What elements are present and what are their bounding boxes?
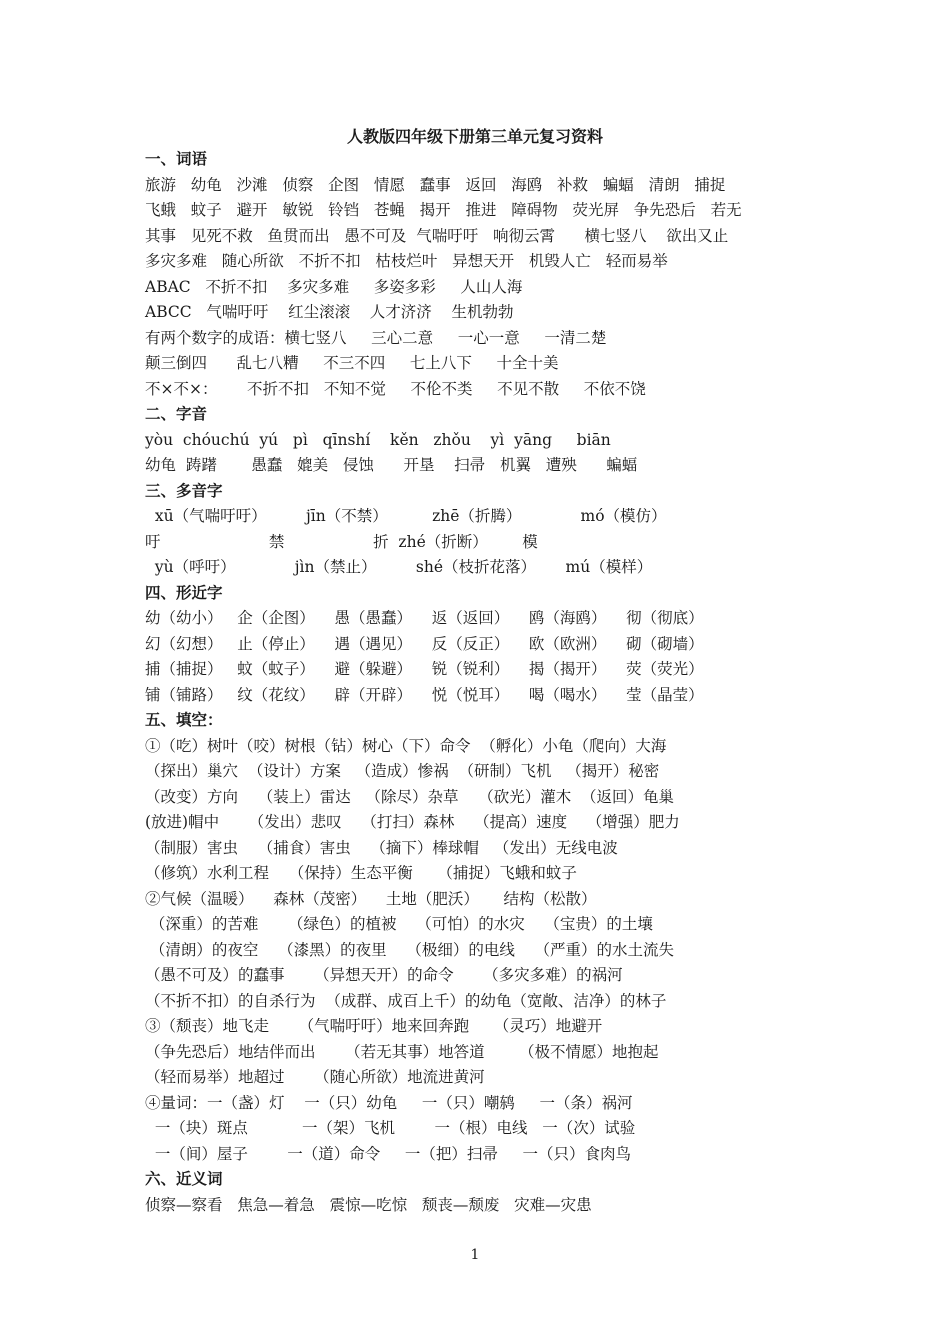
section-heading: 六、近义词 — [145, 1170, 223, 1188]
text-line: ④量词：一（盏）灯 一（只）幼龟 一（只）嘲鸫 一（条）祸河 — [145, 1093, 633, 1112]
text-line: 捕（捕捉） 蚊（蚊子） 避（躲避） 锐（锐利） 揭（揭开） 荧（荧光） — [145, 660, 704, 678]
text-line: （深重）的苦难 （绿色）的植被 （可怕）的水灾 （宝贵）的土壤 — [145, 915, 653, 933]
text-line: 铺（铺路） 纹（花纹） 辟（开辟） 悦（悦耳） 喝（喝水） 莹（晶莹） — [145, 685, 704, 704]
text-line: ABCC 气喘吁吁 红尘滚滚 人才济济 生机勃勃 — [145, 303, 514, 321]
section-heading: 二、字音 — [145, 405, 208, 423]
text-line: ①（吃）树叶（咬）树根（钻）树心（下）命令 （孵化）小龟（爬向）大海 — [145, 736, 667, 755]
page-number: 1 — [470, 1247, 480, 1263]
text-line: 旅游 幼龟 沙滩 侦察 企图 情愿 蠢事 返回 海鸥 补救 蝙蝠 清朗 捕捉 — [145, 175, 726, 194]
text-line: 幼（幼小） 企（企图） 愚（愚蠢） 返（返回） 鸥（海鸥） 彻（彻底） — [145, 609, 704, 627]
text-line: （制服）害虫 （捕食）害虫 （摘下）棒球帽 （发出）无线电波 — [145, 838, 618, 857]
text-line: （轻而易举）地超过 （随心所欲）地流进黄河 — [145, 1068, 485, 1086]
text-line: （争先恐后）地结伴而出 （若无其事）地答道 （极不情愿）地抱起 — [145, 1042, 659, 1061]
text-line: 飞蛾 蚊子 避开 敏锐 铃铛 苍蝇 揭开 推进 障碍物 荧光屏 争先恐后 若无 — [145, 201, 742, 219]
text-line: （修筑）水利工程 （保持）生态平衡 （捕捉）飞蛾和蚊子 — [145, 864, 577, 882]
text-line: 颠三倒四 乱七八糟 不三不四 七上八下 十全十美 — [145, 354, 559, 372]
text-line: xū（气喘吁吁） jīn（不禁） zhē（折腾） mó（模仿） — [145, 507, 667, 525]
text-line: 一（间）屋子 一（道）命令 一（把）扫帚 一（只）食肉鸟 — [145, 1144, 632, 1163]
section-heading: 三、多音字 — [145, 481, 223, 500]
text-line: 有两个数字的成语：横七竖八 三心二意 一心一意 一清二楚 — [145, 328, 607, 347]
text-line: 一（块）斑点 一（架）飞机 一（根）电线 一（次）试验 — [145, 1119, 636, 1137]
text-line: 其事 见死不救 鱼贯而出 愚不可及 气喘吁吁 响彻云霄 横七竖八 欲出又止 — [145, 226, 729, 245]
text-line: 不×不×： 不折不扣 不知不觉 不伦不类 不见不散 不依不饶 — [145, 379, 646, 398]
text-line: 吁 禁 折 zhé（折断） 模 — [145, 532, 538, 551]
text-line: yòu chóuchú yú pì qīnshí kěn zhǒu yì yāng biān — [145, 430, 611, 449]
text-line: ABAC 不折不扣 多灾多难 多姿多彩 人山人海 — [145, 277, 523, 296]
text-line: （探出）巢穴 （设计）方案 （造成）惨祸 （研制）飞机 （揭开）秘密 — [145, 762, 660, 780]
text-line: (放进)帽中 （发出）悲叹 （打扫）森林 （提高）速度 （增强）肥力 — [145, 813, 680, 831]
text-line: （愚不可及）的蠢事 （异想天开）的命令 （多灾多难）的祸河 — [145, 966, 623, 984]
text-line: 幼龟 踌躇 愚蠢 媲美 侵蚀 开垦 扫帚 机翼 遭殃 蝙蝠 — [145, 456, 638, 474]
document-title: 人教版四年级下册第三单元复习资料 — [346, 127, 603, 146]
text-line: 幻（幻想） 止（停止） 遇（遇见） 反（反正） 欧（欧洲） 砌（砌墙） — [145, 634, 704, 653]
text-line: ②气候（温暖） 森林（茂密） 土地（肥沃） 结构（松散） — [145, 889, 597, 908]
text-line: yù（呼吁） jìn（禁止） shé（枝折花落） mú（模样） — [145, 558, 653, 576]
text-line: ③（颓丧）地飞走 （气喘吁吁）地来回奔跑 （灵巧）地避开 — [145, 1017, 603, 1035]
section-heading: 四、形近字 — [145, 583, 223, 602]
text-line: 侦察—察看 焦急—着急 震惊—吃惊 颓丧—颓废 灾难—灾患 — [145, 1195, 592, 1214]
text-line: （不折不扣）的自杀行为 （成群、成百上千）的幼龟（宽敞、洁净）的林子 — [145, 991, 667, 1010]
text-line: 多灾多难 随心所欲 不折不扣 枯枝烂叶 异想天开 机毁人亡 轻而易举 — [145, 252, 668, 270]
text-line: （清朗）的夜空 （漆黑）的夜里 （极细）的电线 （严重）的水土流失 — [145, 940, 675, 959]
section-heading: 一、词语 — [145, 150, 208, 168]
text-line: （改变）方向 （装上）雷达 （除尽）杂草 （砍光）灌木 （返回）龟巢 — [145, 787, 675, 806]
section-heading: 五、填空： — [145, 711, 223, 729]
